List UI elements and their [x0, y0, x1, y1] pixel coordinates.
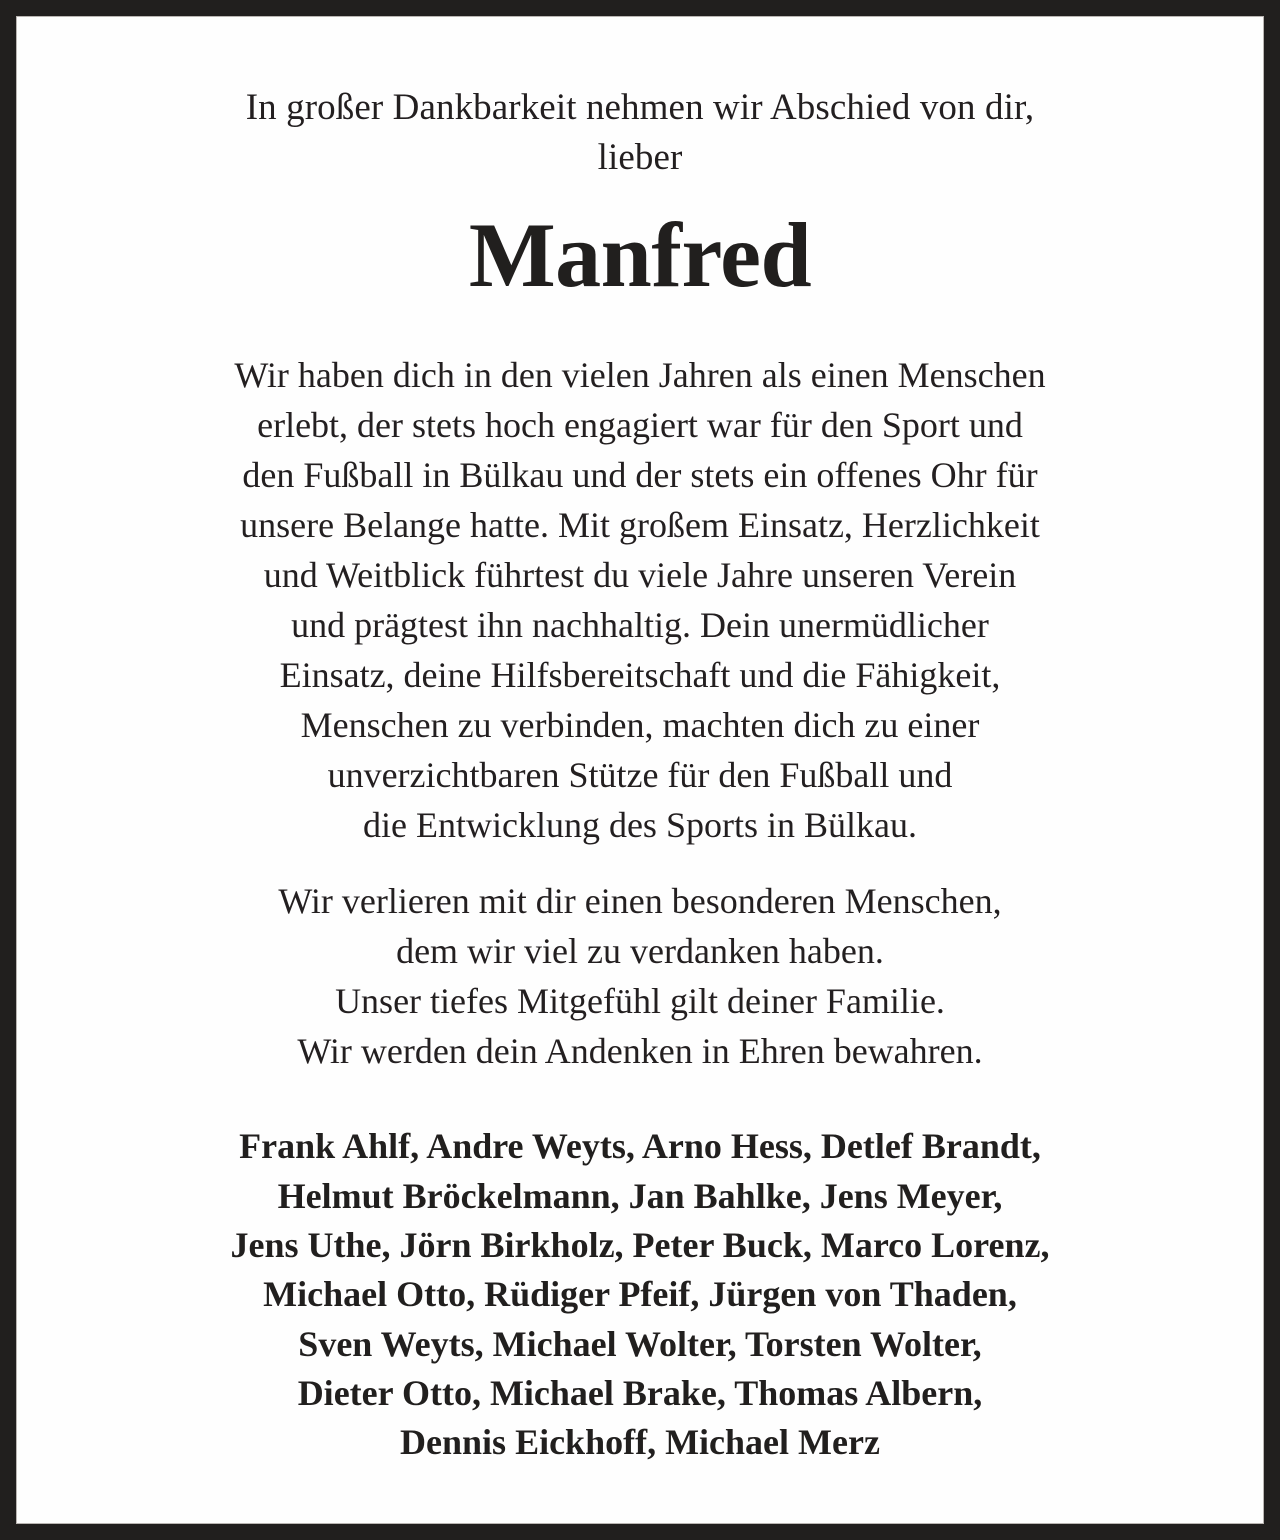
intro-line-2: lieber [597, 137, 683, 179]
obituary-notice-card [16, 16, 1264, 1524]
tribute-1-line: und Weitblick führtest du viele Jahre unseren Verein [263, 555, 1017, 596]
tribute-1-line: unverzichtbaren Stütze für den Fußball und [327, 755, 953, 796]
tribute-2-line: Wir verlieren mit dir einen besonderen Menschen, [278, 881, 1002, 922]
deceased-name-heading: Manfred [468, 203, 812, 306]
tribute-1-line: die Entwicklung des Sports in Bülkau. [363, 805, 917, 846]
tribute-2-line: Wir werden dein Andenken in Ehren bewahren. [297, 1031, 983, 1072]
tribute-1-line: erlebt, der stets hoch engagiert war für den Sport und [257, 405, 1023, 446]
tribute-1-line: Menschen zu verbinden, machten dich zu einer [300, 705, 980, 746]
signatory-line: Dieter Otto, Michael Brake, Thomas Albern, [297, 1372, 983, 1413]
tribute-2-line: Unser tiefes Mitgefühl gilt deiner Familie. [335, 981, 945, 1022]
signatories-list [231, 1122, 1050, 1467]
signatory-line: Frank Ahlf, Andre Weyts, Arno Hess, Detlef Brandt, [239, 1126, 1041, 1167]
tribute-1-line: Wir haben dich in den vielen Jahren als einen Menschen [234, 354, 1046, 395]
tribute-1-line: unsere Belange hatte. Mit großem Einsatz, Herzlichkeit [240, 505, 1040, 546]
intro-line-1: In großer Dankbarkeit nehmen wir Abschied von dir, [245, 87, 1035, 128]
signatory-line: Jens Uthe, Jörn Birkholz, Peter Buck, Marco Lorenz, [230, 1225, 1050, 1266]
tribute-2-line: dem wir viel zu verdanken haben. [396, 931, 884, 972]
tribute-paragraph-1 [234, 350, 1045, 850]
intro-salutation [246, 83, 1035, 184]
tribute-1-line: und prägtest ihn nachhaltig. Dein unermüdlicher [291, 605, 989, 646]
tribute-1-line: den Fußball in Bülkau und der stets ein offenes Ohr für [242, 455, 1038, 496]
signatory-line: Michael Otto, Rüdiger Pfeif, Jürgen von Thaden, [263, 1274, 1017, 1315]
signatory-line: Helmut Bröckelmann, Jan Bahlke, Jens Meyer, [277, 1175, 1003, 1216]
tribute-paragraph-2 [278, 876, 1001, 1076]
tribute-1-line: Einsatz, deine Hilfsbereitschaft und die Fähigkeit, [279, 655, 1001, 696]
signatory-line: Dennis Eickhoff, Michael Merz [400, 1422, 880, 1463]
signatory-line: Sven Weyts, Michael Wolter, Torsten Wolter, [298, 1323, 982, 1364]
